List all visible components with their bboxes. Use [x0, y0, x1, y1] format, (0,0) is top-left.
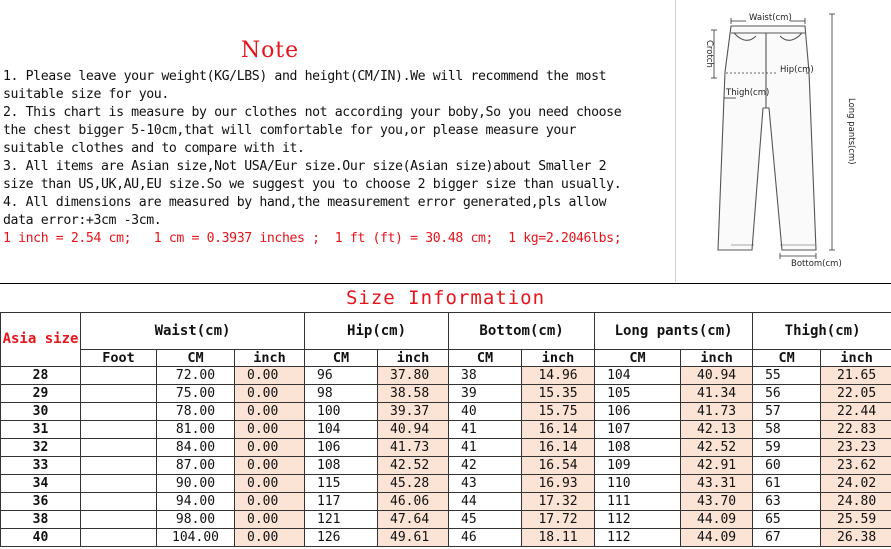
- thigh-label: Thigh(cm): [726, 88, 770, 98]
- hip-cm-cell: 115: [305, 475, 378, 493]
- inch-subheader: inch: [522, 350, 595, 367]
- bottom-cm-cell: 41: [449, 421, 522, 439]
- foot-cell: [81, 403, 157, 421]
- cm-subheader: CM: [157, 350, 235, 367]
- foot-cell: [81, 367, 157, 385]
- pants-illustration: [676, 0, 891, 282]
- table-row: [1, 403, 891, 421]
- crotch-label: Crotch: [704, 40, 714, 68]
- waist-inch-cell: 0.00: [235, 511, 305, 529]
- long-pants-cm-cell: 107: [595, 421, 681, 439]
- hip-cm-cell: 108: [305, 457, 378, 475]
- cm-subheader: CM: [753, 350, 821, 367]
- hip-inch-cell: 49.61: [378, 529, 449, 547]
- bottom-cm-cell: 40: [449, 403, 522, 421]
- hip-inch-cell: 40.94: [378, 421, 449, 439]
- thigh-inch-cell: 21.65: [821, 367, 891, 385]
- inch-subheader: inch: [681, 350, 753, 367]
- cm-subheader: CM: [595, 350, 681, 367]
- table-row: [1, 475, 891, 493]
- size-cell: 32: [1, 439, 81, 457]
- size-cell: 38: [1, 511, 81, 529]
- note-line: size than US,UK,AU,EU size.So we suggest you to choose 2 bigger size than usually.: [3, 177, 622, 192]
- waist-cm-cell: 84.00: [157, 439, 235, 457]
- thigh-cm-cell: 56: [753, 385, 821, 403]
- hip-inch-cell: 38.58: [378, 385, 449, 403]
- table-row: [1, 367, 891, 385]
- note-line: 1. Please leave your weight(KG/LBS) and height(CM/IN).We will recommend the most: [3, 69, 607, 84]
- long-pants-inch-cell: 40.94: [681, 367, 753, 385]
- foot-cell: [81, 439, 157, 457]
- long-pants-cm-cell: 112: [595, 529, 681, 547]
- size-cell: 36: [1, 493, 81, 511]
- hip-cm-cell: 121: [305, 511, 378, 529]
- note-line: 3. All items are Asian size,Not USA/Eur size.Our size(Asian size)about Smaller 2: [3, 159, 607, 174]
- foot-subheader: Foot: [81, 350, 157, 367]
- waist-inch-cell: 0.00: [235, 421, 305, 439]
- hip-cm-cell: 98: [305, 385, 378, 403]
- thigh-inch-cell: 23.23: [821, 439, 891, 457]
- waist-inch-cell: 0.00: [235, 367, 305, 385]
- table-row: [1, 493, 891, 511]
- long-pants-cm-cell: 104: [595, 367, 681, 385]
- bottom-cm-cell: 38: [449, 367, 522, 385]
- hip-cm-cell: 126: [305, 529, 378, 547]
- hip-inch-cell: 47.64: [378, 511, 449, 529]
- hip-cm-cell: 96: [305, 367, 378, 385]
- size-info-title: Size Information: [345, 287, 546, 309]
- waist-inch-cell: 0.00: [235, 439, 305, 457]
- bottom-header: Bottom(cm): [449, 313, 595, 350]
- foot-cell: [81, 475, 157, 493]
- bottom-inch-cell: 15.75: [522, 403, 595, 421]
- waist-cm-cell: 104.00: [157, 529, 235, 547]
- foot-cell: [81, 529, 157, 547]
- long-pants-cm-cell: 112: [595, 511, 681, 529]
- thigh-cm-cell: 67: [753, 529, 821, 547]
- waist-inch-cell: 0.00: [235, 385, 305, 403]
- inch-subheader: inch: [378, 350, 449, 367]
- bottom-inch-cell: 17.32: [522, 493, 595, 511]
- long-pants-inch-cell: 41.73: [681, 403, 753, 421]
- bottom-cm-cell: 41: [449, 439, 522, 457]
- thigh-cm-cell: 57: [753, 403, 821, 421]
- bottom-cm-cell: 45: [449, 511, 522, 529]
- foot-cell: [81, 493, 157, 511]
- foot-cell: [81, 421, 157, 439]
- thigh-inch-cell: 23.62: [821, 457, 891, 475]
- table-header-row: [1, 313, 891, 350]
- long-pants-cm-cell: 109: [595, 457, 681, 475]
- inch-subheader: inch: [821, 350, 891, 367]
- inch-subheader: inch: [235, 350, 305, 367]
- bottom-cm-cell: 42: [449, 457, 522, 475]
- bottom-label: Bottom(cm): [791, 259, 842, 269]
- bottom-inch-cell: 14.96: [522, 367, 595, 385]
- table-row: [1, 439, 891, 457]
- long-pants-label: Long pants(cm): [846, 98, 856, 165]
- long-pants-inch-cell: 41.34: [681, 385, 753, 403]
- waist-cm-cell: 87.00: [157, 457, 235, 475]
- note-title: Note: [240, 38, 300, 63]
- unit-conversion: 1 inch = 2.54 cm; 1 cm = 0.3937 inches ; 1 ft (ft) = 30.48 cm; 1 kg=2.2046lbs;: [3, 231, 622, 246]
- waist-cm-cell: 78.00: [157, 403, 235, 421]
- long-pants-cm-cell: 106: [595, 403, 681, 421]
- note-line: suitable clothes and to compare with it.: [3, 141, 305, 156]
- bottom-inch-cell: 18.11: [522, 529, 595, 547]
- thigh-cm-cell: 63: [753, 493, 821, 511]
- note-lines: [3, 68, 621, 248]
- long-pants-inch-cell: 42.91: [681, 457, 753, 475]
- waist-label: Waist(cm): [749, 13, 792, 23]
- bottom-inch-cell: 15.35: [522, 385, 595, 403]
- table-row: [1, 421, 891, 439]
- waist-inch-cell: 0.00: [235, 475, 305, 493]
- long-pants-header: Long pants(cm): [595, 313, 753, 350]
- waist-inch-cell: 0.00: [235, 403, 305, 421]
- hip-inch-cell: 41.73: [378, 439, 449, 457]
- bottom-cm-cell: 43: [449, 475, 522, 493]
- long-pants-inch-cell: 43.70: [681, 493, 753, 511]
- thigh-inch-cell: 22.44: [821, 403, 891, 421]
- pants-diagram: [675, 0, 891, 282]
- size-cell: 34: [1, 475, 81, 493]
- size-table: [0, 312, 891, 547]
- note-line: suitable size for you.: [3, 87, 169, 102]
- waist-inch-cell: 0.00: [235, 529, 305, 547]
- thigh-inch-cell: 22.83: [821, 421, 891, 439]
- long-pants-inch-cell: 42.13: [681, 421, 753, 439]
- long-pants-cm-cell: 110: [595, 475, 681, 493]
- note-line: data error:+3cm -3cm.: [3, 213, 162, 228]
- thigh-cm-cell: 55: [753, 367, 821, 385]
- bottom-inch-cell: 16.54: [522, 457, 595, 475]
- note-line: 4. All dimensions are measured by hand,the measurement error generated,pls allow: [3, 195, 607, 210]
- size-cell: 40: [1, 529, 81, 547]
- table-subheader-row: [1, 350, 891, 367]
- thigh-inch-cell: 22.05: [821, 385, 891, 403]
- bottom-cm-cell: 44: [449, 493, 522, 511]
- size-cell: 33: [1, 457, 81, 475]
- hip-cm-cell: 106: [305, 439, 378, 457]
- waist-cm-cell: 94.00: [157, 493, 235, 511]
- hip-inch-cell: 42.52: [378, 457, 449, 475]
- note-line: the chest bigger 5-10cm,that will comfortable for you,or please measure your: [3, 123, 577, 138]
- divider: [0, 283, 891, 284]
- thigh-cm-cell: 61: [753, 475, 821, 493]
- thigh-cm-cell: 58: [753, 421, 821, 439]
- long-pants-cm-cell: 105: [595, 385, 681, 403]
- size-cell: 30: [1, 403, 81, 421]
- table-row: [1, 385, 891, 403]
- note-line: 2. This chart is measure by our clothes not according your boby,So you need choose: [3, 105, 622, 120]
- table-row: [1, 457, 891, 475]
- cm-subheader: CM: [305, 350, 378, 367]
- note-section: [0, 0, 675, 282]
- thigh-inch-cell: 24.02: [821, 475, 891, 493]
- thigh-inch-cell: 24.80: [821, 493, 891, 511]
- waist-cm-cell: 81.00: [157, 421, 235, 439]
- hip-cm-cell: 104: [305, 421, 378, 439]
- foot-cell: [81, 385, 157, 403]
- hip-cm-cell: 100: [305, 403, 378, 421]
- long-pants-inch-cell: 44.09: [681, 529, 753, 547]
- long-pants-inch-cell: 42.52: [681, 439, 753, 457]
- hip-inch-cell: 45.28: [378, 475, 449, 493]
- hip-inch-cell: 39.37: [378, 403, 449, 421]
- bottom-cm-cell: 39: [449, 385, 522, 403]
- thigh-header: Thigh(cm): [753, 313, 891, 350]
- cm-subheader: CM: [449, 350, 522, 367]
- thigh-inch-cell: 26.38: [821, 529, 891, 547]
- thigh-cm-cell: 65: [753, 511, 821, 529]
- waist-inch-cell: 0.00: [235, 457, 305, 475]
- thigh-cm-cell: 60: [753, 457, 821, 475]
- hip-label: Hip(cm): [780, 65, 814, 75]
- waist-header: Waist(cm): [81, 313, 305, 350]
- waist-cm-cell: 72.00: [157, 367, 235, 385]
- thigh-inch-cell: 25.59: [821, 511, 891, 529]
- table-row: [1, 511, 891, 529]
- bottom-inch-cell: 16.14: [522, 439, 595, 457]
- bottom-inch-cell: 17.72: [522, 511, 595, 529]
- waist-cm-cell: 98.00: [157, 511, 235, 529]
- foot-cell: [81, 511, 157, 529]
- long-pants-inch-cell: 44.09: [681, 511, 753, 529]
- asia-size-header: Asia size: [1, 313, 81, 367]
- hip-inch-cell: 37.80: [378, 367, 449, 385]
- hip-inch-cell: 46.06: [378, 493, 449, 511]
- waist-cm-cell: 90.00: [157, 475, 235, 493]
- size-rows: [1, 367, 891, 547]
- bottom-inch-cell: 16.14: [522, 421, 595, 439]
- size-cell: 29: [1, 385, 81, 403]
- hip-header: Hip(cm): [305, 313, 449, 350]
- waist-cm-cell: 75.00: [157, 385, 235, 403]
- long-pants-cm-cell: 108: [595, 439, 681, 457]
- size-cell: 28: [1, 367, 81, 385]
- waist-inch-cell: 0.00: [235, 493, 305, 511]
- long-pants-inch-cell: 43.31: [681, 475, 753, 493]
- bottom-inch-cell: 16.93: [522, 475, 595, 493]
- size-cell: 31: [1, 421, 81, 439]
- hip-cm-cell: 117: [305, 493, 378, 511]
- foot-cell: [81, 457, 157, 475]
- long-pants-cm-cell: 111: [595, 493, 681, 511]
- thigh-cm-cell: 59: [753, 439, 821, 457]
- table-row: [1, 529, 891, 547]
- bottom-cm-cell: 46: [449, 529, 522, 547]
